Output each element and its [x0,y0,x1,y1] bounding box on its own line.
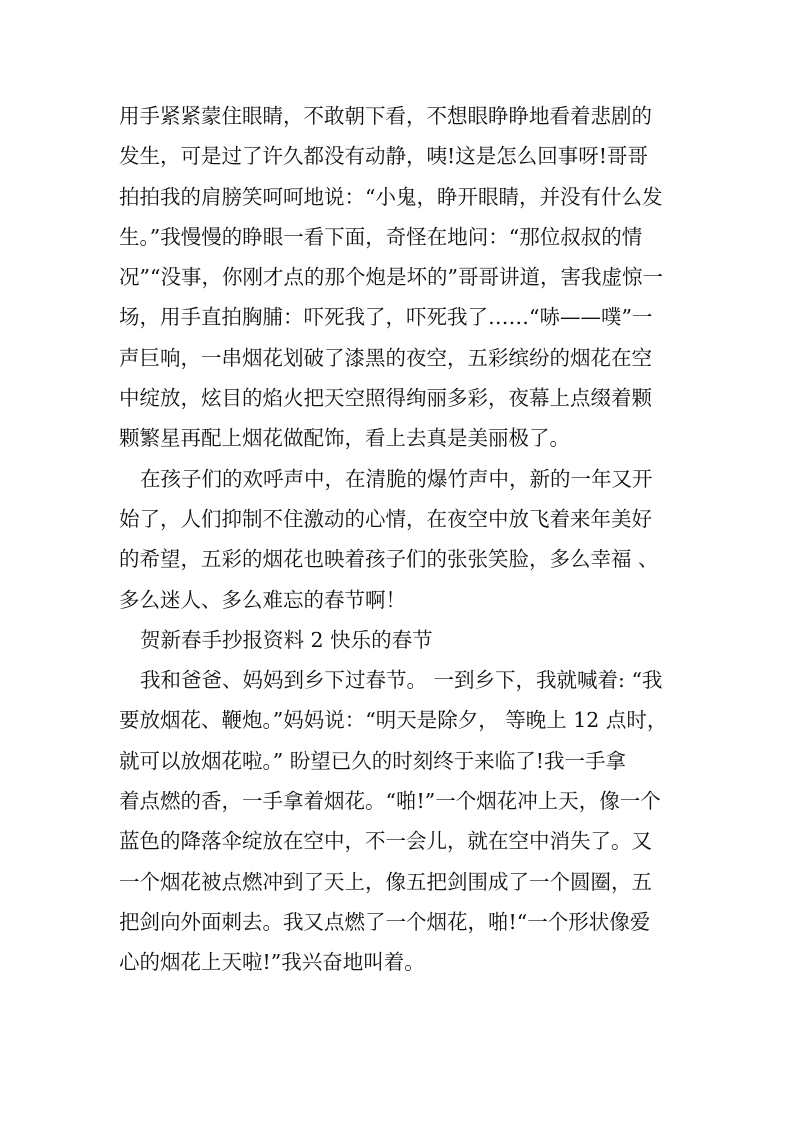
text-line: 的希望，五彩的烟花也映着孩子们的张张笑脸，多么幸福 、 [119,547,659,572]
text-line: 把剑向外面刺去。我又点燃了一个烟花，啪!“一个形状像爱 [119,909,651,934]
text-line: 始了，人们抑制不住激动的心情，在夜空中放飞着来年美好 [119,506,652,531]
text-line: 心的烟花上天啦!”我兴奋地叫着。 [119,950,425,975]
text-line: 拍拍我的肩膀笑呵呵地说：“小鬼，睁开眼睛，并没有什么发 [119,184,663,209]
text-line: 况”“没事，你刚才点的那个炮是坏的”哥哥讲道，害我虚惊一 [119,265,663,290]
text-line: 就可以放烟花啦。” 盼望已久的时刻终于来临了!我一手拿 [119,748,626,773]
body-text [119,96,684,983]
text-line: 要放烟花、鞭炮。”妈妈说：“明天是除夕， 等晚上 12 点时， [119,708,668,733]
text-line: 场，用手直拍胸脯：吓死我了，吓死我了……“哧——噗”一 [119,305,653,330]
text-line: 发生，可是过了许久都没有动静，咦!这是怎么回事呀!哥哥 [119,144,648,169]
paragraph-start-line: 在孩子们的欢呼声中，在清脆的爆竹声中，新的一年又开 [140,466,653,491]
text-line: 着点燃的香，一手拿着烟花。“啪!”一个烟花冲上天，像一个 [119,789,661,814]
text-line: 用手紧紧蒙住眼睛，不敢朝下看，不想眼睁睁地看着悲剧的 [119,104,652,128]
text-line: 颗繁星再配上烟花做配饰，看上去真是美丽极了。 [119,426,570,451]
text-line: 生。”我慢慢的睁眼一看下面，奇怪在地问：“那位叔叔的情 [119,224,643,249]
text-line: 中绽放，炫目的焰火把天空照得绚丽多彩，夜幕上点缀着颗 [119,386,652,411]
text-line: 一个烟花被点燃冲到了天上，像五把剑围成了一个圆圈，五 [119,869,652,894]
text-line: 声巨响，一串烟花划破了漆黑的夜空，五彩缤纷的烟花在空 [119,345,652,370]
text-line: 多么迷人、多么难忘的春节啊！ [119,587,406,612]
paragraph-start-line: 我和爸爸、妈妈到乡下过春节。 一到乡下，我就喊着: “我 [140,668,663,693]
section-heading: 贺新春手抄报资料 2 快乐的春节 [140,627,433,652]
text-line: 蓝色的降落伞绽放在空中，不一会儿，就在空中消失了。又 [119,829,652,854]
